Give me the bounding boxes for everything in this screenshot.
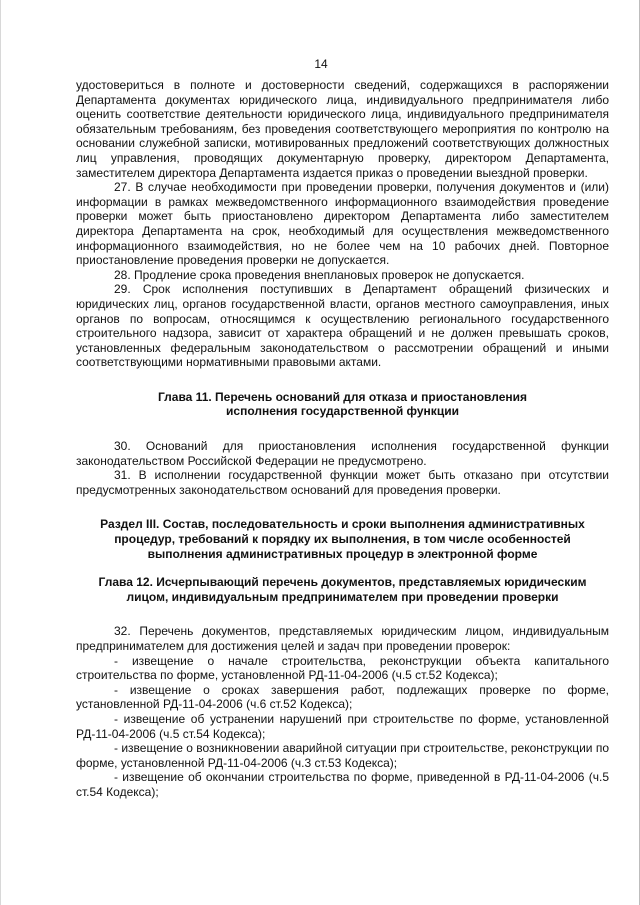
paragraph-continuation: удостовериться в полноте и достоверности сведений, содержащихся в распоряжении Департамента документах юридического лица, индивидуального предпринимателя либо оценить соответствие деятельности юридического лица, индивидуального предпринимателя обязательным требованиям, без проведения соответствующего мероприятия по контролю на основании служебной записки, мотивированных предложений соответствующих должностных лиц управления, проводящих документарную проверку, директором Департамента, заместителем директора Департамента издается приказ о проведении выездной проверки. [76,78,609,180]
list-item: - извещение о сроках завершения работ, подлежащих проверке по форме, установленной РД-11-04-2006 (ч.6 ст.52 Кодекса); [76,682,609,712]
chapter-12-heading [76,575,609,604]
list-item: - извещение о возникновении аварийной ситуации при строительстве, реконструкции по форме, установленной РД-11-04-2006 (ч.3 ст.53 Кодекса); [76,741,609,770]
paragraph-31: 31. В исполнении государственной функции может быть отказано при отсутствии предусмотренных законодательством оснований для проведения проверки. [76,468,609,497]
page-content [76,78,609,800]
list-item: - извещение об окончании строительства по форме, приведенной в РД-11-04-2006 (ч.5 ст.54 Кодекса); [76,770,609,799]
paragraph-27: 27. В случае необходимости при проведении проверки, получения документов и (или) информации в рамках межведомственного информационного взаимодействия проведение проверки может быть приостановлено директором Департамента либо заместителем директора Департамента на срок, необходимый для осуществления межведомственного информационного взаимодействия, но не более чем на 10 рабочих дней. Повторное приостановление проведения проверки не допускается. [76,180,609,268]
page-number: 14 [314,57,328,71]
chapter-12-heading-line2: лицом, индивидуальным предпринимателем при проведении проверки [126,589,559,604]
chapter-11-heading-line2: исполнения государственной функции [226,404,459,419]
paragraph-32: 32. Перечень документов, представляемых юридическим лицом, индивидуальным предпринимателем для достижения целей и задач при проведении проверок: [76,624,609,653]
section-3-heading-line3: выполнения административных процедур в электронной форме [147,546,538,561]
paragraph-29: 29. Срок исполнения поступивших в Департамент обращений физических и юридических лиц, органов государственной власти, органов местного самоуправления, иных органов по вопросам, относящимся к осуществлению регионального государственного строительного надзора, зависит от характера обращений и не должен превышать сроков, установленных федеральным законодательством о рассмотрении обращений и иными соответствующими нормативными правовыми актами. [76,282,609,370]
section-3-heading-line2: процедур, требований к порядку их выполнения, в том числе особенностей [114,532,571,547]
section-3-heading [76,517,609,561]
chapter-11-heading-line1: Глава 11. Перечень оснований для отказа и приостановления [157,389,528,404]
paragraph-28: 28. Продление срока проведения внеплановых проверок не допускается. [114,267,525,282]
chapter-11-heading [76,390,609,419]
chapter-12-heading-line1: Глава 12. Исчерпывающий перечень документов, представляемых юридическим [98,575,587,590]
section-3-heading-line1: Раздел III. Состав, последовательность и сроки выполнения административных [100,517,585,532]
document-list [76,654,609,800]
list-item: - извещение о начале строительства, реконструкции объекта капитального строительства по форме, установленной РД-11-04-2006 (ч.5 ст.52 Кодекса); [76,653,609,683]
paragraph-30: 30. Оснований для приостановления исполнения государственной функции законодательством Российской Федерации не предусмотрено. [76,439,609,468]
list-item: - извещение об устранении нарушений при строительстве по форме, установленной РД-11-04-2006 (ч.5 ст.54 Кодекса); [76,711,609,741]
